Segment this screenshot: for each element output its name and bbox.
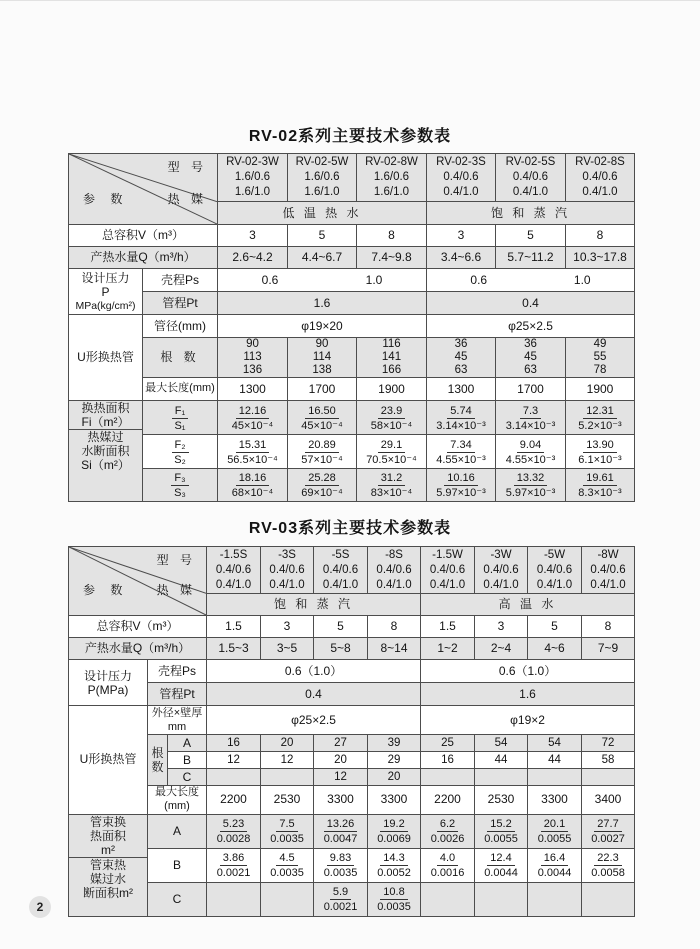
fraction-cell: $\frac{31.2}{\text{83×10⁻⁴}}$ <box>357 469 427 502</box>
value-cell: 90 113 136 <box>218 338 288 378</box>
value-cell: 1700 <box>496 378 566 401</box>
medium-group-header: 饱 和 蒸 汽 <box>427 202 635 225</box>
value-cell: 7.4~9.8 <box>357 247 427 269</box>
value-cell: 1700 <box>288 378 357 401</box>
value-cell: 2200 <box>421 786 475 815</box>
row-label-area-section: 管束换 热面积 m² 管束热 媒过水 断面积m² <box>69 814 148 916</box>
fraction-cell: $\frac{12.31}{\text{5.2×10⁻³}}$ <box>566 401 635 435</box>
fraction-label: $\frac{\text{F₂}}{\text{S₂}}$ <box>143 435 218 469</box>
fraction-cell: $\frac{12.16}{\text{45×10⁻⁴}}$ <box>218 401 288 435</box>
fraction-cell: $\frac{29.1}{\text{70.5×10⁻⁴}}$ <box>357 435 427 469</box>
value-cell-empty <box>528 882 582 916</box>
model-header-cell: RV-02-3W 1.6/0.6 1.6/1.0 <box>218 154 288 202</box>
value-cell: 72 <box>582 735 635 752</box>
row-label-max-length: 最大长度(mm) <box>148 786 207 815</box>
value-cell: 1300 <box>218 378 288 401</box>
value-cell: 0.4 <box>207 683 421 706</box>
model-header-cell: RV-02-5W 1.6/0.6 1.6/1.0 <box>288 154 357 202</box>
value-cell: 5.7~11.2 <box>496 247 566 269</box>
value-cell-empty <box>582 882 635 916</box>
value-cell: 8 <box>368 616 421 638</box>
row-label-u-tube: U形换热管 <box>69 315 143 401</box>
corner-label-model: 型 号 <box>156 553 197 567</box>
rv03-parameters-table <box>68 546 635 917</box>
fraction-cell: $\frac{18.16}{\text{68×10⁻⁴}}$ <box>218 469 288 502</box>
model-header-cell: -8W 0.4/0.6 0.4/1.0 <box>582 547 635 594</box>
value-cell: 3 <box>218 225 288 247</box>
fraction-cell: $\frac{15.2}{0.0055}$ <box>475 814 528 848</box>
value-cell: 20 <box>314 752 368 769</box>
value-cell: 1.6 <box>421 683 635 706</box>
value-cell <box>421 769 475 786</box>
value-cell: 1.5 <box>421 616 475 638</box>
value-cell: 36 45 63 <box>427 338 496 378</box>
row-label-area-section: 换热面积 Fi（m²） 热媒过 水断面积 Si（m²） <box>69 401 143 502</box>
value-cell: φ19×20 <box>218 315 427 338</box>
model-header-cell: RV-02-8S 0.4/0.6 0.4/1.0 <box>566 154 635 202</box>
value-cell: φ19×2 <box>421 706 635 735</box>
value-cell: 16 <box>207 735 261 752</box>
value-cell: 3.4~6.6 <box>427 247 496 269</box>
value-cell: 1900 <box>357 378 427 401</box>
value-cell: 2530 <box>261 786 314 815</box>
row-label-diameter: 管径(mm) <box>143 315 218 338</box>
value-cell: 3 <box>475 616 528 638</box>
value-cell: 0.6 1.0 <box>218 269 427 292</box>
model-header-cell: RV-02-5S 0.4/0.6 0.4/1.0 <box>496 154 566 202</box>
row-label-flow: 产热水量Q（m³/h） <box>69 247 218 269</box>
row-sublabel: B <box>148 848 207 882</box>
value-cell: 8~14 <box>368 638 421 660</box>
fraction-cell: $\frac{23.9}{\text{58×10⁻⁴}}$ <box>357 401 427 435</box>
value-cell: 1900 <box>566 378 635 401</box>
value-cell: 54 <box>528 735 582 752</box>
fraction-cell: $\frac{14.3}{0.0052}$ <box>368 848 421 882</box>
row-label-shell-side: 壳程Ps <box>148 660 207 683</box>
value-cell: 16 <box>421 752 475 769</box>
value-cell: 27 <box>314 735 368 752</box>
value-cell: 2~4 <box>475 638 528 660</box>
fraction-cell: $\frac{9.83}{0.0035}$ <box>314 848 368 882</box>
value-cell-empty <box>261 882 314 916</box>
fraction-cell: $\frac{5.23}{0.0028}$ <box>207 814 261 848</box>
fraction-cell: $\frac{22.3}{0.0058}$ <box>582 848 635 882</box>
fraction-cell: $\frac{27.7}{0.0027}$ <box>582 814 635 848</box>
value-cell: 44 <box>475 752 528 769</box>
fraction-cell: $\frac{5.9}{0.0021}$ <box>314 882 368 916</box>
value-cell: 7~9 <box>582 638 635 660</box>
fraction-cell: $\frac{7.34}{\text{4.55×10⁻³}}$ <box>427 435 496 469</box>
value-cell: 0.6（1.0） <box>207 660 421 683</box>
fraction-cell: $\frac{15.31}{\text{56.5×10⁻⁴}}$ <box>218 435 288 469</box>
table1-title: RV-02系列主要技术参数表 <box>248 128 452 145</box>
value-cell: 0.4 <box>427 292 635 315</box>
value-cell: 5 <box>528 616 582 638</box>
value-cell: φ25×2.5 <box>207 706 421 735</box>
value-cell: 39 <box>368 735 421 752</box>
value-cell-empty <box>421 882 475 916</box>
corner-label-model: 型 号 <box>167 160 207 174</box>
fraction-label: $\frac{\text{F₃}}{\text{S₃}}$ <box>143 469 218 502</box>
row-label-u-tube: U形换热管 <box>69 706 148 815</box>
medium-group-header: 饱 和 蒸 汽 <box>207 594 421 616</box>
value-cell-empty <box>207 882 261 916</box>
row-label-tube-side: 管程Pt <box>143 292 218 315</box>
fraction-cell: $\frac{16.4}{0.0044}$ <box>528 848 582 882</box>
fraction-label: $\frac{\text{F₁}}{\text{S₁}}$ <box>143 401 218 435</box>
row-sublabel: C <box>148 882 207 916</box>
value-cell: 90 114 138 <box>288 338 357 378</box>
value-cell: 4~6 <box>528 638 582 660</box>
row-label-tube-count: 根 数 <box>148 735 168 786</box>
value-cell: 49 55 78 <box>566 338 635 378</box>
value-cell <box>475 769 528 786</box>
value-cell: 12 <box>261 752 314 769</box>
fraction-cell: $\frac{13.26}{0.0047}$ <box>314 814 368 848</box>
fraction-cell: $\frac{20.1}{0.0055}$ <box>528 814 582 848</box>
value-cell: 2530 <box>475 786 528 815</box>
value-cell: 3 <box>261 616 314 638</box>
value-cell: 10.3~17.8 <box>566 247 635 269</box>
row-sublabel: B <box>168 752 207 769</box>
value-cell: 2200 <box>207 786 261 815</box>
value-cell: 20 <box>368 769 421 786</box>
row-label-shell-side: 壳程Ps <box>143 269 218 292</box>
row-label-flow: 产热水量Q（m³/h） <box>69 638 207 660</box>
model-header-cell: -1.5S 0.4/0.6 0.4/1.0 <box>207 547 261 594</box>
rv02-parameters-table <box>68 153 635 502</box>
value-cell: 5 <box>496 225 566 247</box>
value-cell <box>528 769 582 786</box>
fraction-cell: $\frac{4.5}{0.0035}$ <box>261 848 314 882</box>
value-cell: 58 <box>582 752 635 769</box>
row-sublabel: A <box>148 814 207 848</box>
value-cell: 4.4~6.7 <box>288 247 357 269</box>
corner-label-param: 参 数 <box>83 583 129 597</box>
fraction-cell: $\frac{9.04}{\text{4.55×10⁻³}}$ <box>496 435 566 469</box>
row-label-volume: 总容积V（m³） <box>69 616 207 638</box>
value-cell: 1~2 <box>421 638 475 660</box>
value-cell: 20 <box>261 735 314 752</box>
fraction-cell: $\frac{20.89}{\text{57×10⁻⁴}}$ <box>288 435 357 469</box>
value-cell: φ25×2.5 <box>427 315 635 338</box>
model-header-cell: -1.5W 0.4/0.6 0.4/1.0 <box>421 547 475 594</box>
value-cell: 1.5~3 <box>207 638 261 660</box>
value-cell: 3300 <box>368 786 421 815</box>
row-label-tube-count: 根 数 <box>143 338 218 378</box>
value-cell <box>582 769 635 786</box>
value-cell: 2.6~4.2 <box>218 247 288 269</box>
fraction-cell: $\frac{3.86}{0.0021}$ <box>207 848 261 882</box>
fraction-cell: $\frac{7.3}{\text{3.14×10⁻³}}$ <box>496 401 566 435</box>
value-cell: 1300 <box>427 378 496 401</box>
value-cell: 0.6（1.0） <box>421 660 635 683</box>
model-header-cell: -5W 0.4/0.6 0.4/1.0 <box>528 547 582 594</box>
value-cell: 8 <box>357 225 427 247</box>
value-cell: 3300 <box>528 786 582 815</box>
row-label-design-pressure: 设计压力 P(MPa) <box>69 660 148 706</box>
fraction-cell: $\frac{19.61}{\text{8.3×10⁻³}}$ <box>566 469 635 502</box>
fraction-cell: $\frac{10.16}{\text{5.97×10⁻³}}$ <box>427 469 496 502</box>
model-header-cell: RV-02-8W 1.6/0.6 1.6/1.0 <box>357 154 427 202</box>
fraction-cell: $\frac{13.32}{\text{5.97×10⁻³}}$ <box>496 469 566 502</box>
value-cell: 12 <box>207 752 261 769</box>
fraction-cell: $\frac{13.90}{\text{6.1×10⁻³}}$ <box>566 435 635 469</box>
value-cell: 1.6 <box>218 292 427 315</box>
fraction-cell: $\frac{5.74}{\text{3.14×10⁻³}}$ <box>427 401 496 435</box>
fraction-cell: $\frac{25.28}{\text{69×10⁻⁴}}$ <box>288 469 357 502</box>
value-cell: 5 <box>314 616 368 638</box>
value-cell: 44 <box>528 752 582 769</box>
table2-title: RV-03系列主要技术参数表 <box>248 520 452 537</box>
value-cell: 3 <box>427 225 496 247</box>
fraction-cell: $\frac{10.8}{0.0035}$ <box>368 882 421 916</box>
fraction-cell: $\frac{12.4}{0.0044}$ <box>475 848 528 882</box>
row-label-od-wall: 外径×壁厚 mm <box>148 706 207 735</box>
fraction-cell: $\frac{7.5}{0.0035}$ <box>261 814 314 848</box>
value-cell-empty <box>475 882 528 916</box>
value-cell: 3400 <box>582 786 635 815</box>
value-cell: 3~5 <box>261 638 314 660</box>
medium-group-header: 低 温 热 水 <box>218 202 427 225</box>
fraction-cell: $\frac{4.0}{0.0016}$ <box>421 848 475 882</box>
model-header-cell: -8S 0.4/0.6 0.4/1.0 <box>368 547 421 594</box>
medium-group-header: 高 温 水 <box>421 594 635 616</box>
fraction-cell: $\frac{19.2}{0.0069}$ <box>368 814 421 848</box>
model-header-cell: -3W 0.4/0.6 0.4/1.0 <box>475 547 528 594</box>
model-header-cell: -3S 0.4/0.6 0.4/1.0 <box>261 547 314 594</box>
corner-label-medium: 热 媒 <box>156 583 197 597</box>
corner-label-param: 参 数 <box>83 192 129 206</box>
row-label-volume: 总容积V（m³） <box>69 225 218 247</box>
row-sublabel: C <box>168 769 207 786</box>
row-label-max-length: 最大长度(mm) <box>143 378 218 401</box>
row-sublabel: A <box>168 735 207 752</box>
value-cell: 5 <box>288 225 357 247</box>
value-cell: 0.6 1.0 <box>427 269 635 292</box>
value-cell: 5~8 <box>314 638 368 660</box>
value-cell: 29 <box>368 752 421 769</box>
value-cell: 8 <box>566 225 635 247</box>
value-cell: 1.5 <box>207 616 261 638</box>
fraction-cell: $\frac{6.2}{0.0026}$ <box>421 814 475 848</box>
corner-header-cell <box>69 547 207 616</box>
model-header-cell: RV-02-3S 0.4/0.6 0.4/1.0 <box>427 154 496 202</box>
model-header-cell: -5S 0.4/0.6 0.4/1.0 <box>314 547 368 594</box>
page-number-badge: 2 <box>29 896 51 918</box>
value-cell: 54 <box>475 735 528 752</box>
fraction-cell: $\frac{16.50}{\text{45×10⁻⁴}}$ <box>288 401 357 435</box>
value-cell: 116 141 166 <box>357 338 427 378</box>
value-cell: 36 45 63 <box>496 338 566 378</box>
value-cell <box>261 769 314 786</box>
value-cell: 3300 <box>314 786 368 815</box>
corner-label-medium: 热 媒 <box>167 192 207 206</box>
row-label-design-pressure: 设计压力 P MPa(kg/cm²) <box>69 269 143 315</box>
row-label-tube-side: 管程Pt <box>148 683 207 706</box>
value-cell: 25 <box>421 735 475 752</box>
corner-header-cell <box>69 154 218 225</box>
value-cell <box>207 769 261 786</box>
value-cell: 8 <box>582 616 635 638</box>
value-cell: 12 <box>314 769 368 786</box>
